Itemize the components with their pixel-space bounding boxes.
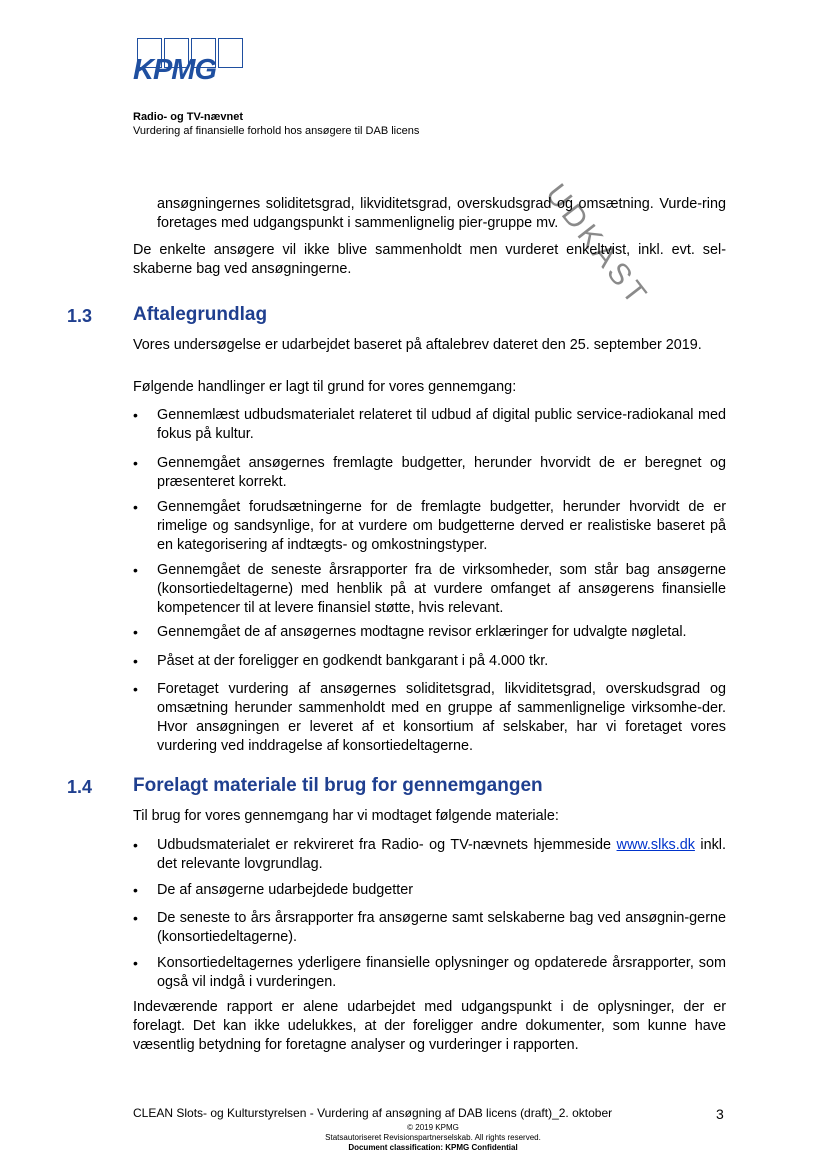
logo-wordmark: KPMG <box>133 54 216 86</box>
bullet-marker: • <box>133 624 138 640</box>
bullet-marker: • <box>133 653 138 669</box>
section-title: Forelagt materiale til brug for gennemgangen <box>133 775 543 796</box>
list-item: Gennemgået de seneste årsrapporter fra de virksomheder, som står bag ansøgerne (konsortiedeltagerne) med henblik på at vurdere omfanget af ansøgerens finansielle kompetencer til at levere finansiel støtte, hvis relevant. <box>157 562 726 616</box>
bullet-marker: • <box>133 499 138 515</box>
bullet-marker: • <box>133 882 138 898</box>
page-number: 3 <box>716 1106 724 1122</box>
list-item: Gennemgået ansøgernes fremlagte budgetter, herunder hvorvidt de er beregnet og præsenteret korrekt. <box>157 455 726 490</box>
bullet-marker: • <box>133 455 138 471</box>
header-org: Radio- og TV-nævnet <box>133 111 243 123</box>
list-item: De af ansøgerne udarbejdede budgetter <box>157 882 414 898</box>
header-subtitle: Vurdering af finansielle forhold hos ansøgere til DAB licens <box>133 125 420 137</box>
draft-watermark: UDKAST <box>538 178 655 314</box>
footer-classification: Document classification: KPMG Confidential <box>348 1143 518 1152</box>
footer-legal: Statsautoriseret Revisionspartnerselskab. All rights reserved. <box>325 1133 541 1142</box>
section-number: 1.4 <box>67 777 93 797</box>
section-title: Aftalegrundlag <box>133 304 268 325</box>
list-item: Gennemgået de af ansøgernes modtagne revisor erklæringer for udvalgte nøgletal. <box>157 624 687 640</box>
kpmg-logo <box>133 38 241 86</box>
bullet-marker: • <box>133 955 138 971</box>
bullet-marker: • <box>133 407 138 423</box>
list-item-text: Udbudsmaterialet er rekvireret fra Radio- og TV-nævnets hjemmeside <box>157 837 617 853</box>
section-number: 1.3 <box>67 306 93 326</box>
closing-paragraph: Indeværende rapport er alene udarbejdet med udgangspunkt i de oplysninger, der er forelagt. Det kan ikke udelukkes, at der foreligger andre dokumenter, som kunne have væsentlig betydning for foretagne analyser og vurderinger i rapporten. <box>133 999 726 1053</box>
footer-copyright: © 2019 KPMG <box>407 1123 459 1132</box>
section-paragraph: Vores undersøgelse er udarbejdet baseret på aftalebrev dateret den 25. september 2019. <box>133 337 702 353</box>
bullet-marker: • <box>133 681 138 697</box>
footer-text: CLEAN Slots- og Kulturstyrelsen - Vurdering af ansøgning af DAB licens (draft)_2. oktober <box>133 1106 613 1120</box>
intro-continuation: ansøgningernes soliditetsgrad, likviditetsgrad, overskudsgrad og omsætning. Vurde-ring foretages med udgangspunkt i sammenlignelig pier-gruppe mv. <box>157 196 726 231</box>
list-item: Gennemgået forudsætningerne for de fremlagte budgetter, herunder hvorvidt de er rimelige og sandsynlige, for at vurdere om budgetterne derved er realistiske baseret på en kategorisering af indtægts- og omkostningstyper. <box>157 499 726 553</box>
intro-paragraph: De enkelte ansøgere vil ikke blive sammenholdt men vurderet enkeltvist, inkl. evt. sel-skaberne bag ved ansøgningerne. <box>133 242 726 277</box>
list-item: Foretaget vurdering af ansøgernes soliditetsgrad, likviditetsgrad, overskudsgrad og omsætning herunder sammenholdt med en gruppe af sammenlignelige virksomhe-der. Hvor ansøgningen er leveret af et konsortium af selskaber, har vi foretaget vores vurdering ved inddragelse af konsortiedeltagerne. <box>157 681 726 754</box>
logo-box <box>218 38 243 68</box>
section-paragraph: Til brug for vores gennemgang har vi modtaget følgende materiale: <box>133 808 559 824</box>
section-paragraph: Følgende handlinger er lagt til grund for vores gennemgang: <box>133 379 517 395</box>
bullet-marker: • <box>133 837 138 853</box>
slks-link[interactable]: www.slks.dk <box>616 837 695 853</box>
list-item <box>157 836 726 874</box>
bullet-marker: • <box>133 562 138 578</box>
list-item-text: inkl. det relevante lovgrundlag. <box>157 837 726 872</box>
list-item: De seneste to års årsrapporter fra ansøgerne samt selskaberne bag ved ansøgnin-gerne (konsortiedeltagerne). <box>157 910 726 945</box>
bullet-marker: • <box>133 910 138 926</box>
list-item: Konsortiedeltagernes yderligere finansielle oplysninger og opdaterede årsrapporter, som også vil indgå i vurderingen. <box>157 955 726 990</box>
list-item: Påset at der foreligger en godkendt bankgarant i på 4.000 tkr. <box>157 653 549 669</box>
list-item: Gennemlæst udbudsmaterialet relateret til udbud af digital public service-radiokanal med fokus på kultur. <box>157 407 726 442</box>
